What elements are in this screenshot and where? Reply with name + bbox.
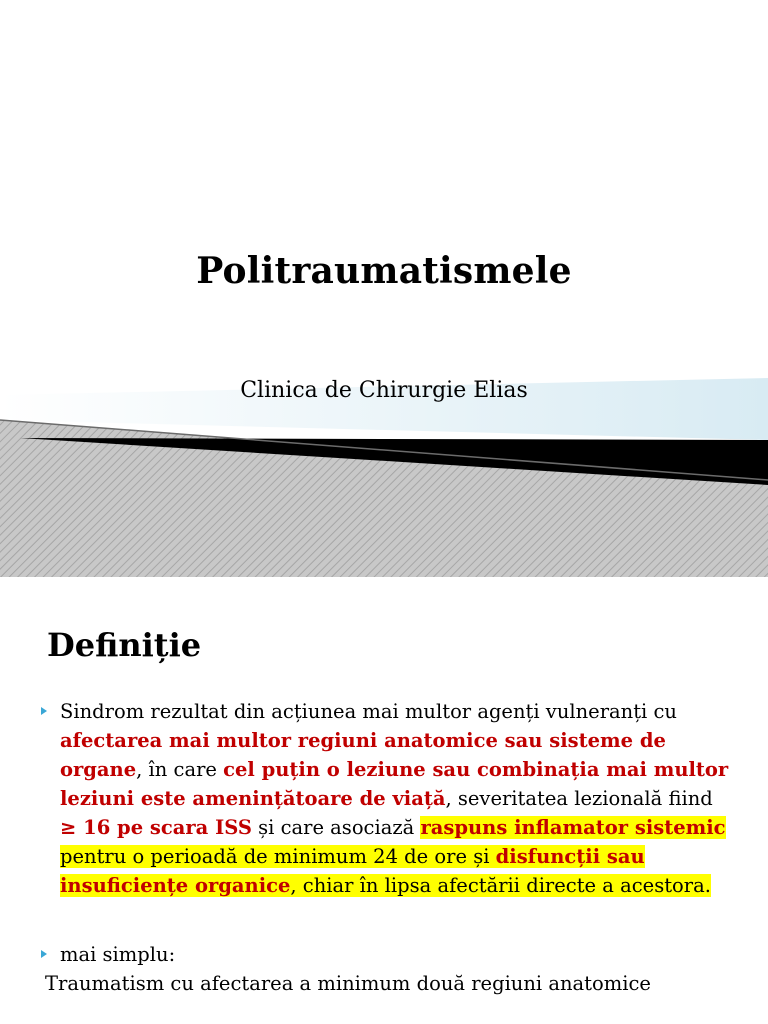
emphasis-text: leziuni este amenințătoare de viață [60, 787, 446, 810]
slide-title: Politraumatismele [196, 250, 572, 292]
bullet-line [60, 842, 760, 871]
emphasis-text: ≥ 16 pe scara ISS [60, 816, 252, 839]
text-run: Sindrom rezultat din acțiunea mai multor agenți vulneranți cu [60, 700, 677, 723]
emphasis-text: afectarea mai multor regiuni anatomice sau sisteme de [60, 729, 666, 752]
highlighted-text: insuficiențe organice [60, 874, 291, 897]
text-run: și care asociază [251, 816, 421, 839]
bullet-line [60, 813, 760, 842]
highlighted-text: pentru o perioadă de minimum 24 de ore și [60, 845, 496, 868]
bullet-line [60, 755, 760, 784]
slide-subtitle: Clinica de Chirurgie Elias [240, 378, 528, 403]
highlighted-text: , chiar în lipsa afectării directe a acestora. [290, 874, 711, 897]
bullet-line [60, 697, 760, 726]
definition-heading: Definiție [47, 626, 202, 664]
bullet-line: mai simplu: [60, 943, 176, 966]
highlighted-text: disfuncții sau [495, 845, 645, 868]
emphasis-text: cel puțin o leziune sau combinația mai multor [223, 758, 729, 781]
bullet-line [60, 871, 760, 900]
simple-bullet [45, 940, 760, 998]
text-run: , severitatea lezională fiind [445, 787, 713, 810]
bullet-line: Traumatism cu afectarea a minimum două regiuni anatomice [45, 972, 651, 995]
definition-bullet [45, 697, 760, 900]
highlighted-text: raspuns inflamator sistemic [420, 816, 726, 839]
bullet-line [60, 784, 760, 813]
bullet-line [60, 726, 760, 755]
text-run: , în care [136, 758, 224, 781]
emphasis-text: organe [60, 758, 137, 781]
